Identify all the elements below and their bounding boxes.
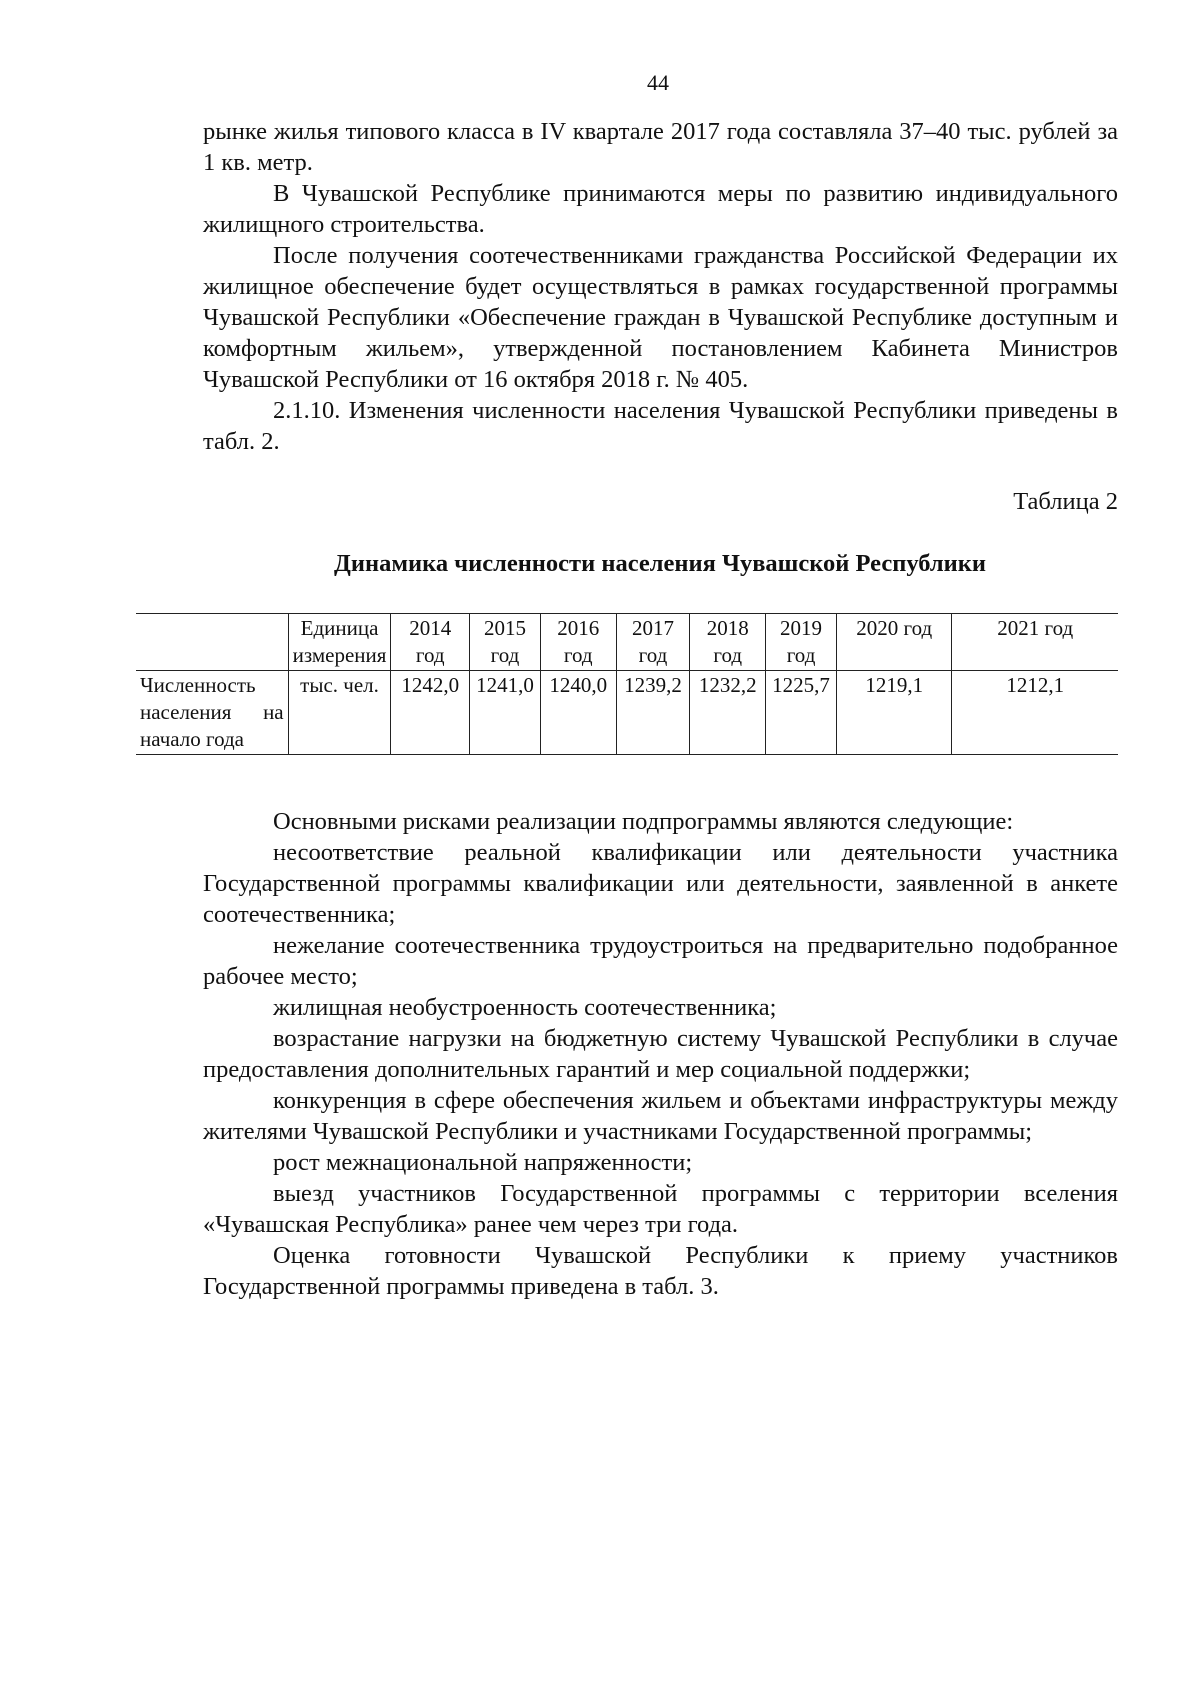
table-cell-value: 1241,0	[470, 671, 541, 755]
table-header-cell: 2021 год	[952, 614, 1118, 671]
table-cell-value: 1240,0	[540, 671, 616, 755]
table-cell-value: 1239,2	[616, 671, 690, 755]
table-header-cell	[136, 614, 288, 671]
table-header-cell: Единица измерения	[288, 614, 391, 671]
population-table	[136, 613, 1118, 755]
table-header-row	[136, 614, 1118, 671]
table-title: Динамика численности населения Чувашской Республики	[334, 550, 986, 577]
paragraph: рынке жилья типового класса в IV квартале 2017 года составляла 37–40 тыс. рублей за 1 кв. метр.	[203, 118, 1118, 176]
table-header-cell: 2017 год	[616, 614, 690, 671]
paragraph: Оценка готовности Чувашской Республики к приему участников Государственной программы приведена в табл. 3.	[203, 1242, 1118, 1300]
table-header-cell: 2018 год	[690, 614, 766, 671]
page-number: 44	[647, 70, 669, 95]
paragraph: В Чувашской Республике принимаются меры по развитию индивидуального жилищного строительства.	[203, 180, 1118, 238]
table-header-cell: 2014 год	[391, 614, 470, 671]
table-caption: Таблица 2	[1013, 488, 1118, 515]
risk-item: жилищная необустроенность соотечественника;	[273, 994, 777, 1021]
table-cell-unit: тыс. чел.	[288, 671, 391, 755]
risk-item: нежелание соотечественника трудоустроиться на предварительно подобранное рабочее место;	[203, 932, 1118, 990]
table-header-cell: 2015 год	[470, 614, 541, 671]
table-row	[136, 671, 1118, 755]
top-text-block	[203, 116, 1118, 457]
bottom-text-block	[203, 806, 1118, 1302]
paragraph: 2.1.10. Изменения численности населения Чувашской Республики приведены в табл. 2.	[203, 397, 1118, 455]
risk-item: выезд участников Государственной программы с территории вселения «Чувашская Республика» ранее чем через три года.	[203, 1180, 1118, 1238]
table-cell-value: 1232,2	[690, 671, 766, 755]
table-cell-value: 1225,7	[766, 671, 837, 755]
paragraph: После получения соотечественниками гражданства Российской Федерации их жилищное обеспечение будет осуществляться в рамках государственной программы Чувашской Республики «Обеспечение граждан в Чувашской Республике доступным и комфортным жильем», утвержденной постановлением Кабинета Министров Чувашской Республики от 16 октября 2018 г. № 405.	[203, 242, 1118, 393]
risk-item: несоответствие реальной квалификации или деятельности участника Государственной программы квалификации или деятельности, заявленной в анкете соотечественника;	[203, 839, 1118, 928]
risk-item: возрастание нагрузки на бюджетную систему Чувашской Республики в случае предоставления дополнительных гарантий и мер социальной поддержки;	[203, 1025, 1118, 1083]
table-cell-value: 1242,0	[391, 671, 470, 755]
risk-item: рост межнациональной напряженности;	[273, 1149, 693, 1176]
table-header-cell: 2016 год	[540, 614, 616, 671]
table-cell-value: 1212,1	[952, 671, 1118, 755]
table-cell-value: 1219,1	[836, 671, 952, 755]
paragraph: Основными рисками реализации подпрограммы являются следующие:	[273, 808, 1014, 835]
table-cell-label: Численность населения на начало года	[136, 671, 288, 755]
table-header-cell: 2019 год	[766, 614, 837, 671]
risk-item: конкуренция в сфере обеспечения жильем и объектами инфраструктуры между жителями Чувашской Республики и участниками Государственной программы;	[203, 1087, 1118, 1145]
table-header-cell: 2020 год	[836, 614, 952, 671]
